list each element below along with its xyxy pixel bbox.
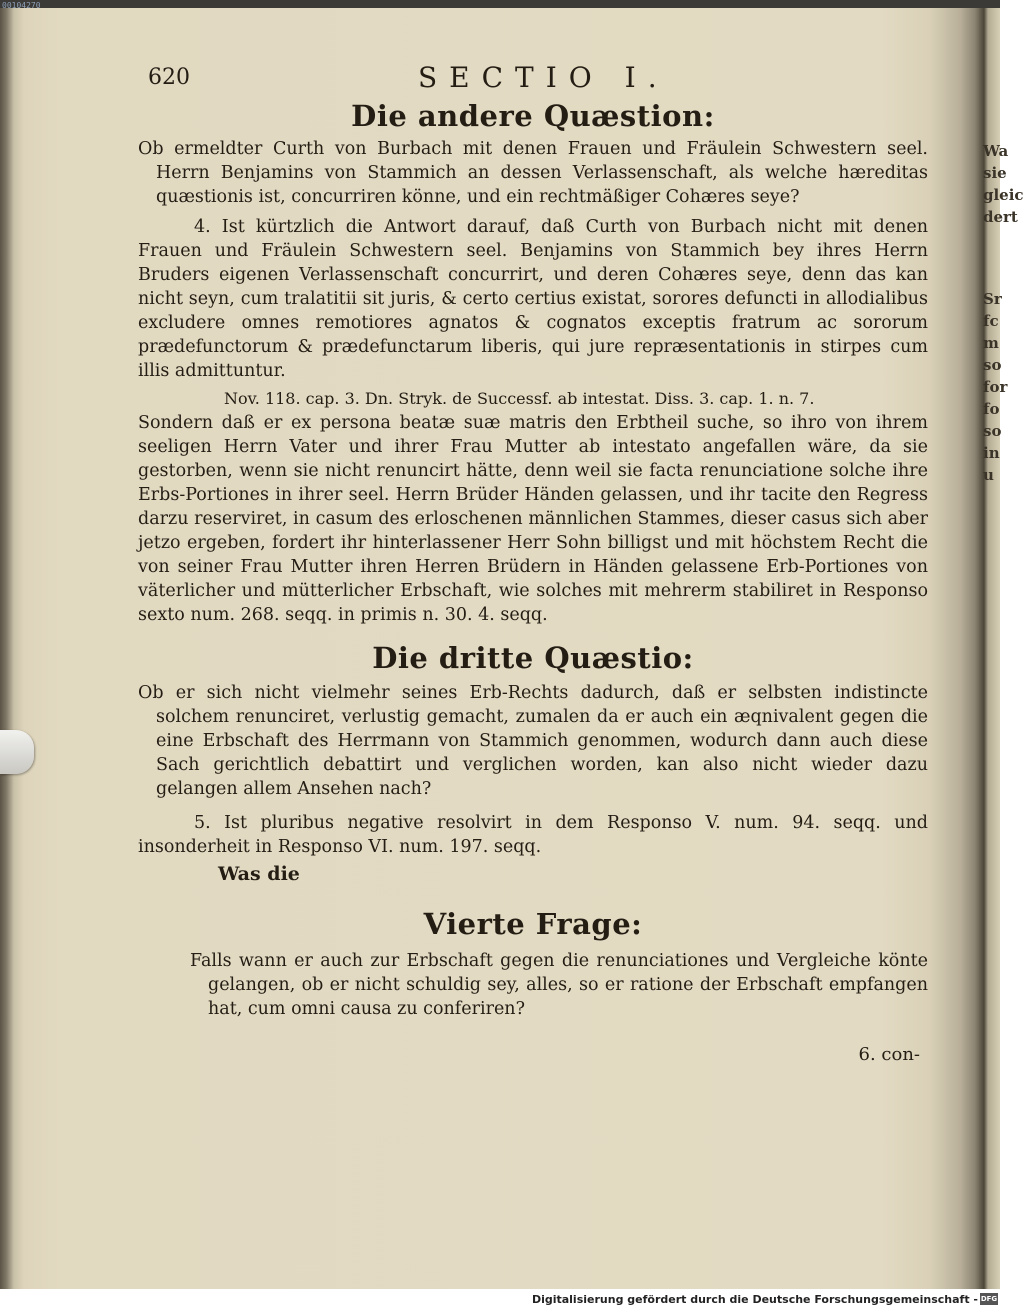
right-fragment: so: [983, 356, 1002, 374]
right-fragment: m: [983, 334, 999, 352]
catchword: 6. con-: [858, 1044, 920, 1065]
digitization-footer: [0, 1289, 1000, 1309]
running-title: SECTIO I.: [418, 61, 669, 94]
right-fragment: Sr: [983, 290, 1002, 308]
scan-id: 00104270: [2, 1, 41, 10]
question-3-heading: Die dritte Quæstio:: [372, 641, 694, 675]
right-fragment: [983, 228, 1000, 288]
right-fragment: so: [983, 422, 1002, 440]
question-3-text: Ob er sich nicht vielmehr seines Erb-Rechts dadurch, daß er selbsten indistincte solchem renunciret, verlustig gemacht, zumalen da er auch ein æqnivalent gegen die eine Erbschaft des Herrmann von Stammich genommen, wodurch dann auch diese Sach gerichtlich debattirt und verglichen worden, kan also nicht wieder dazu gelangen allem Ansehen nach?: [138, 683, 928, 799]
catchline: Was die: [218, 863, 300, 885]
scan-top-strip: [0, 0, 1000, 8]
right-fragment: dert: [983, 208, 1018, 226]
page-header: [138, 55, 928, 99]
page-number: 620: [148, 65, 190, 90]
answer-5: 5. Ist pluribus negative resolvirt in dem Responso V. num. 94. seqq. und insonderheit in Responso VI. num. 197. seqq.: [138, 813, 928, 857]
question-2-text: Ob ermeldter Curth von Burbach mit denen Frauen und Fräulein Schwestern seel. Herrn Benjamins von Stammich an dessen Verlassenschaft, als welche hæreditas quæstionis ist, concurriren könne, und ein rechtmäßiger Cohæres seye?: [138, 139, 928, 207]
dfg-logo: DFG: [980, 1295, 998, 1303]
right-page-edge: [983, 140, 1024, 486]
answer-4-continuation: Sondern daß er ex persona beatæ suæ matris den Erbtheil suche, so ihro von ihrem seeligen Herrn Vater und ihrer Frau Mutter ab intestato angefallen wäre, da sie gestorben, wenn sie nicht renuncirt hätte, denn weil sie facta renunciatione solche ihre Erbs-Portiones in ihrer seel. Herrn Brüder Händen gelassen, und ihr tacite den Regress darzu reserviret, in casum des erloschenen männlichen Stammes, dieser casus sich aber jetzo ergeben, fordert ihr hinterlassener Herr Sohn billigst und mit höchstem Recht die von seiner Frau Mutter ihren Herren Brüdern in Händen gelassene Erb-Portiones von väterlicher und mütterlicher Erbschaft, wie solches mit mehrerm stabiliret in Responso sexto num. 268. seqq. in primis n. 30. 4. seqq.: [138, 413, 928, 625]
right-fragment: gleic: [983, 186, 1024, 204]
question-4-heading: Vierte Frage:: [423, 907, 643, 941]
right-fragment: for: [983, 378, 1008, 396]
citation: Nov. 118. cap. 3. Dn. Stryk. de Successf. ab intestat. Diss. 3. cap. 1. n. 7.: [224, 389, 815, 408]
question-4-text: Falls wann er auch zur Erbschaft gegen die renunciationes und Vergleiche könte gelangen, ob er nicht schuldig sey, alles, so er ratione der Erbschaft empfangen hat, cum omni causa zu conferiren?: [190, 951, 928, 1019]
footer-credit: Digitalisierung gefördert durch die Deutsche Forschungsgemeinschaft -: [531, 1293, 978, 1306]
page-clip: [0, 730, 34, 774]
question-2-heading: Die andere Quæstion:: [351, 99, 715, 133]
page-text: [138, 55, 928, 1067]
answer-4: 4. Ist kürtzlich die Antwort darauf, daß Curth von Burbach nicht mit denen Frauen und Fräulein Schwestern seel. Benjamins von Stammich bey ihres Herrn Bruders eigenen Verlassenschaft concurrirt, und deren Cohæres seye, denn das kan nicht seyn, cum tralatitii sit juris, & certo certius existat, sorores defuncti in allodialibus excludere omnes remotiores agnatos & cognatos exceptis fratrum ac sororum prædefunctorum & prædefunctarum liberis, qui jure repræsentationis in stirpes cum illis admittuntur.: [138, 217, 928, 381]
right-fragment: sie: [983, 164, 1007, 182]
right-fragment: fo: [983, 400, 1000, 418]
right-fragment: fc: [983, 312, 999, 330]
right-fragment: u: [983, 466, 994, 484]
right-fragment: in: [983, 444, 1000, 462]
right-fragment: Wa: [983, 142, 1009, 160]
